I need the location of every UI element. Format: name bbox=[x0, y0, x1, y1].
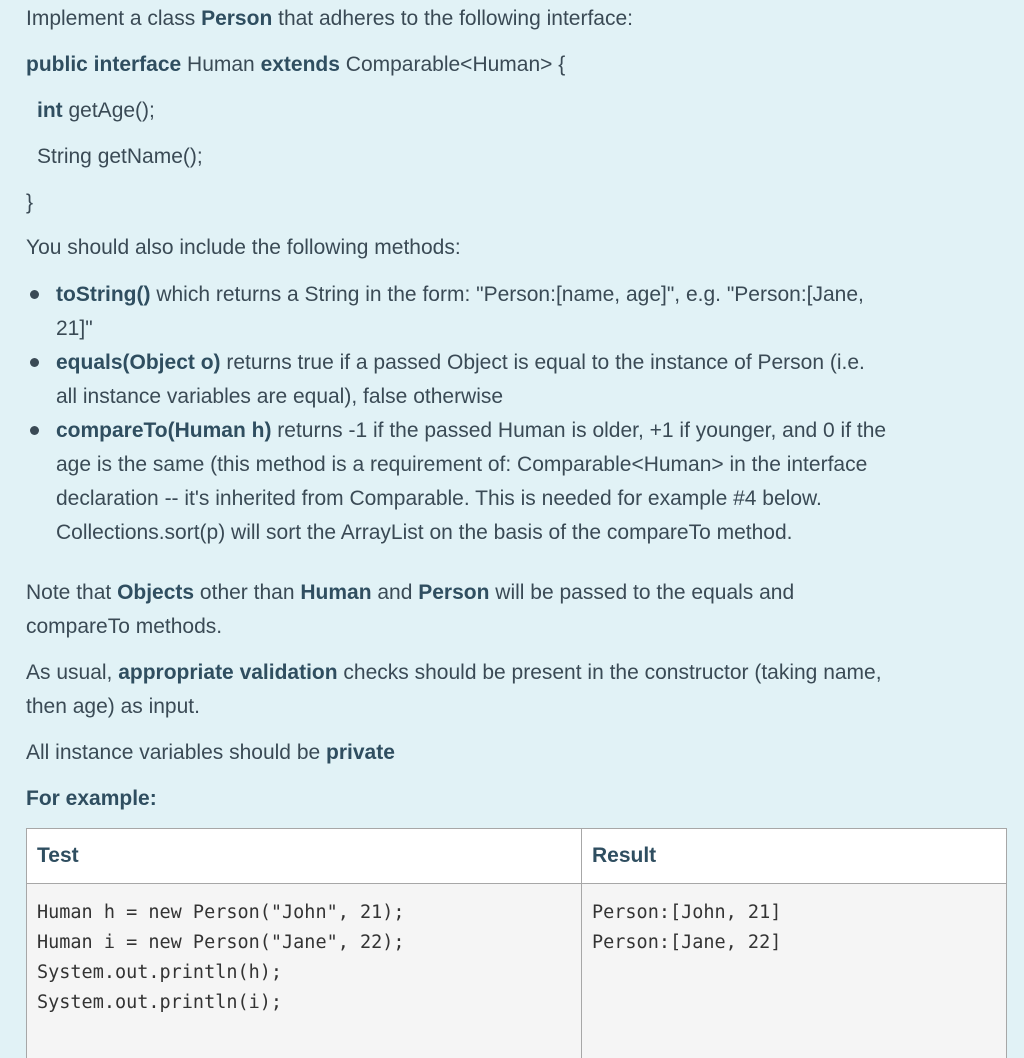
interface-close-brace: } bbox=[26, 190, 33, 216]
kw-public-interface: public interface bbox=[26, 53, 181, 76]
note-text: other than bbox=[194, 581, 300, 604]
intro-prefix: Implement a class bbox=[26, 7, 201, 30]
interface-rest: Comparable<Human> { bbox=[340, 53, 565, 76]
note-text: Note that bbox=[26, 581, 117, 604]
bullet-text: returns -1 if the passed Human is older, +1 if younger, and 0 if the bbox=[271, 419, 886, 442]
note-bold-person: Person bbox=[418, 581, 489, 604]
bullet-compareto-line1 bbox=[56, 418, 886, 444]
bullet-compareto-line3: declaration -- it's inherited from Comparable. This is needed for example #4 below. bbox=[56, 486, 822, 512]
bullet-tostring-line1 bbox=[56, 282, 864, 308]
method-compareto: compareTo(Human h) bbox=[56, 419, 271, 442]
result-code-line: Person:[Jane, 22] bbox=[592, 928, 996, 958]
private-bold: private bbox=[326, 741, 395, 764]
test-cell bbox=[27, 884, 582, 1058]
bullet-dot bbox=[30, 358, 39, 367]
validation-text: checks should be present in the constructor (taking name, bbox=[338, 661, 882, 684]
example-table bbox=[26, 828, 1007, 1058]
interface-method-getage bbox=[37, 98, 155, 124]
header-test: Test bbox=[27, 829, 582, 884]
note-line1 bbox=[26, 580, 794, 606]
test-code-line: Human i = new Person("Jane", 22); bbox=[37, 928, 571, 958]
class-name: Person bbox=[201, 7, 272, 30]
method-equals: equals(Object o) bbox=[56, 351, 221, 374]
bullet-dot bbox=[30, 426, 39, 435]
note-bold-objects: Objects bbox=[117, 581, 194, 604]
bullet-dot bbox=[30, 290, 39, 299]
getage-rest: getAge(); bbox=[63, 99, 155, 122]
validation-bold: appropriate validation bbox=[118, 661, 337, 684]
method-tostring: toString() bbox=[56, 283, 150, 306]
bullet-equals-line2: all instance variables are equal), false otherwise bbox=[56, 384, 503, 410]
interface-name: Human bbox=[181, 53, 260, 76]
header-result: Result bbox=[582, 829, 1007, 884]
bullet-text: which returns a String in the form: "Person:[name, age]", e.g. "Person:[Jane, bbox=[150, 283, 863, 306]
test-code-line: Human h = new Person("John", 21); bbox=[37, 898, 571, 928]
result-code-line: Person:[John, 21] bbox=[592, 898, 996, 928]
private-note bbox=[26, 740, 395, 766]
bullet-equals-line1 bbox=[56, 350, 865, 376]
note-line2: compareTo methods. bbox=[26, 614, 222, 640]
private-text: All instance variables should be bbox=[26, 741, 326, 764]
test-code-line: System.out.println(i); bbox=[37, 988, 571, 1018]
note-text: will be passed to the equals and bbox=[489, 581, 794, 604]
kw-extends: extends bbox=[261, 53, 340, 76]
intro-line bbox=[26, 6, 633, 32]
bullet-tostring-line2: 21]" bbox=[56, 316, 93, 342]
test-code-line: System.out.println(h); bbox=[37, 958, 571, 988]
methods-intro: You should also include the following methods: bbox=[26, 235, 461, 261]
table-row bbox=[27, 884, 1007, 1058]
interface-declaration bbox=[26, 52, 565, 78]
for-example-heading: For example: bbox=[26, 786, 157, 812]
validation-line2: then age) as input. bbox=[26, 694, 200, 720]
note-bold-human: Human bbox=[300, 581, 371, 604]
bullet-compareto-line4: Collections.sort(p) will sort the ArrayList on the basis of the compareTo method. bbox=[56, 520, 793, 546]
bullet-text: returns true if a passed Object is equal to the instance of Person (i.e. bbox=[221, 351, 865, 374]
validation-text: As usual, bbox=[26, 661, 118, 684]
result-cell bbox=[582, 884, 1007, 1058]
note-text: and bbox=[372, 581, 419, 604]
kw-int: int bbox=[37, 99, 63, 122]
interface-method-getname: String getName(); bbox=[37, 144, 203, 170]
intro-suffix: that adheres to the following interface: bbox=[272, 7, 633, 30]
validation-line1 bbox=[26, 660, 882, 686]
bullet-compareto-line2: age is the same (this method is a requirement of: Comparable<Human> in the interface bbox=[56, 452, 867, 478]
